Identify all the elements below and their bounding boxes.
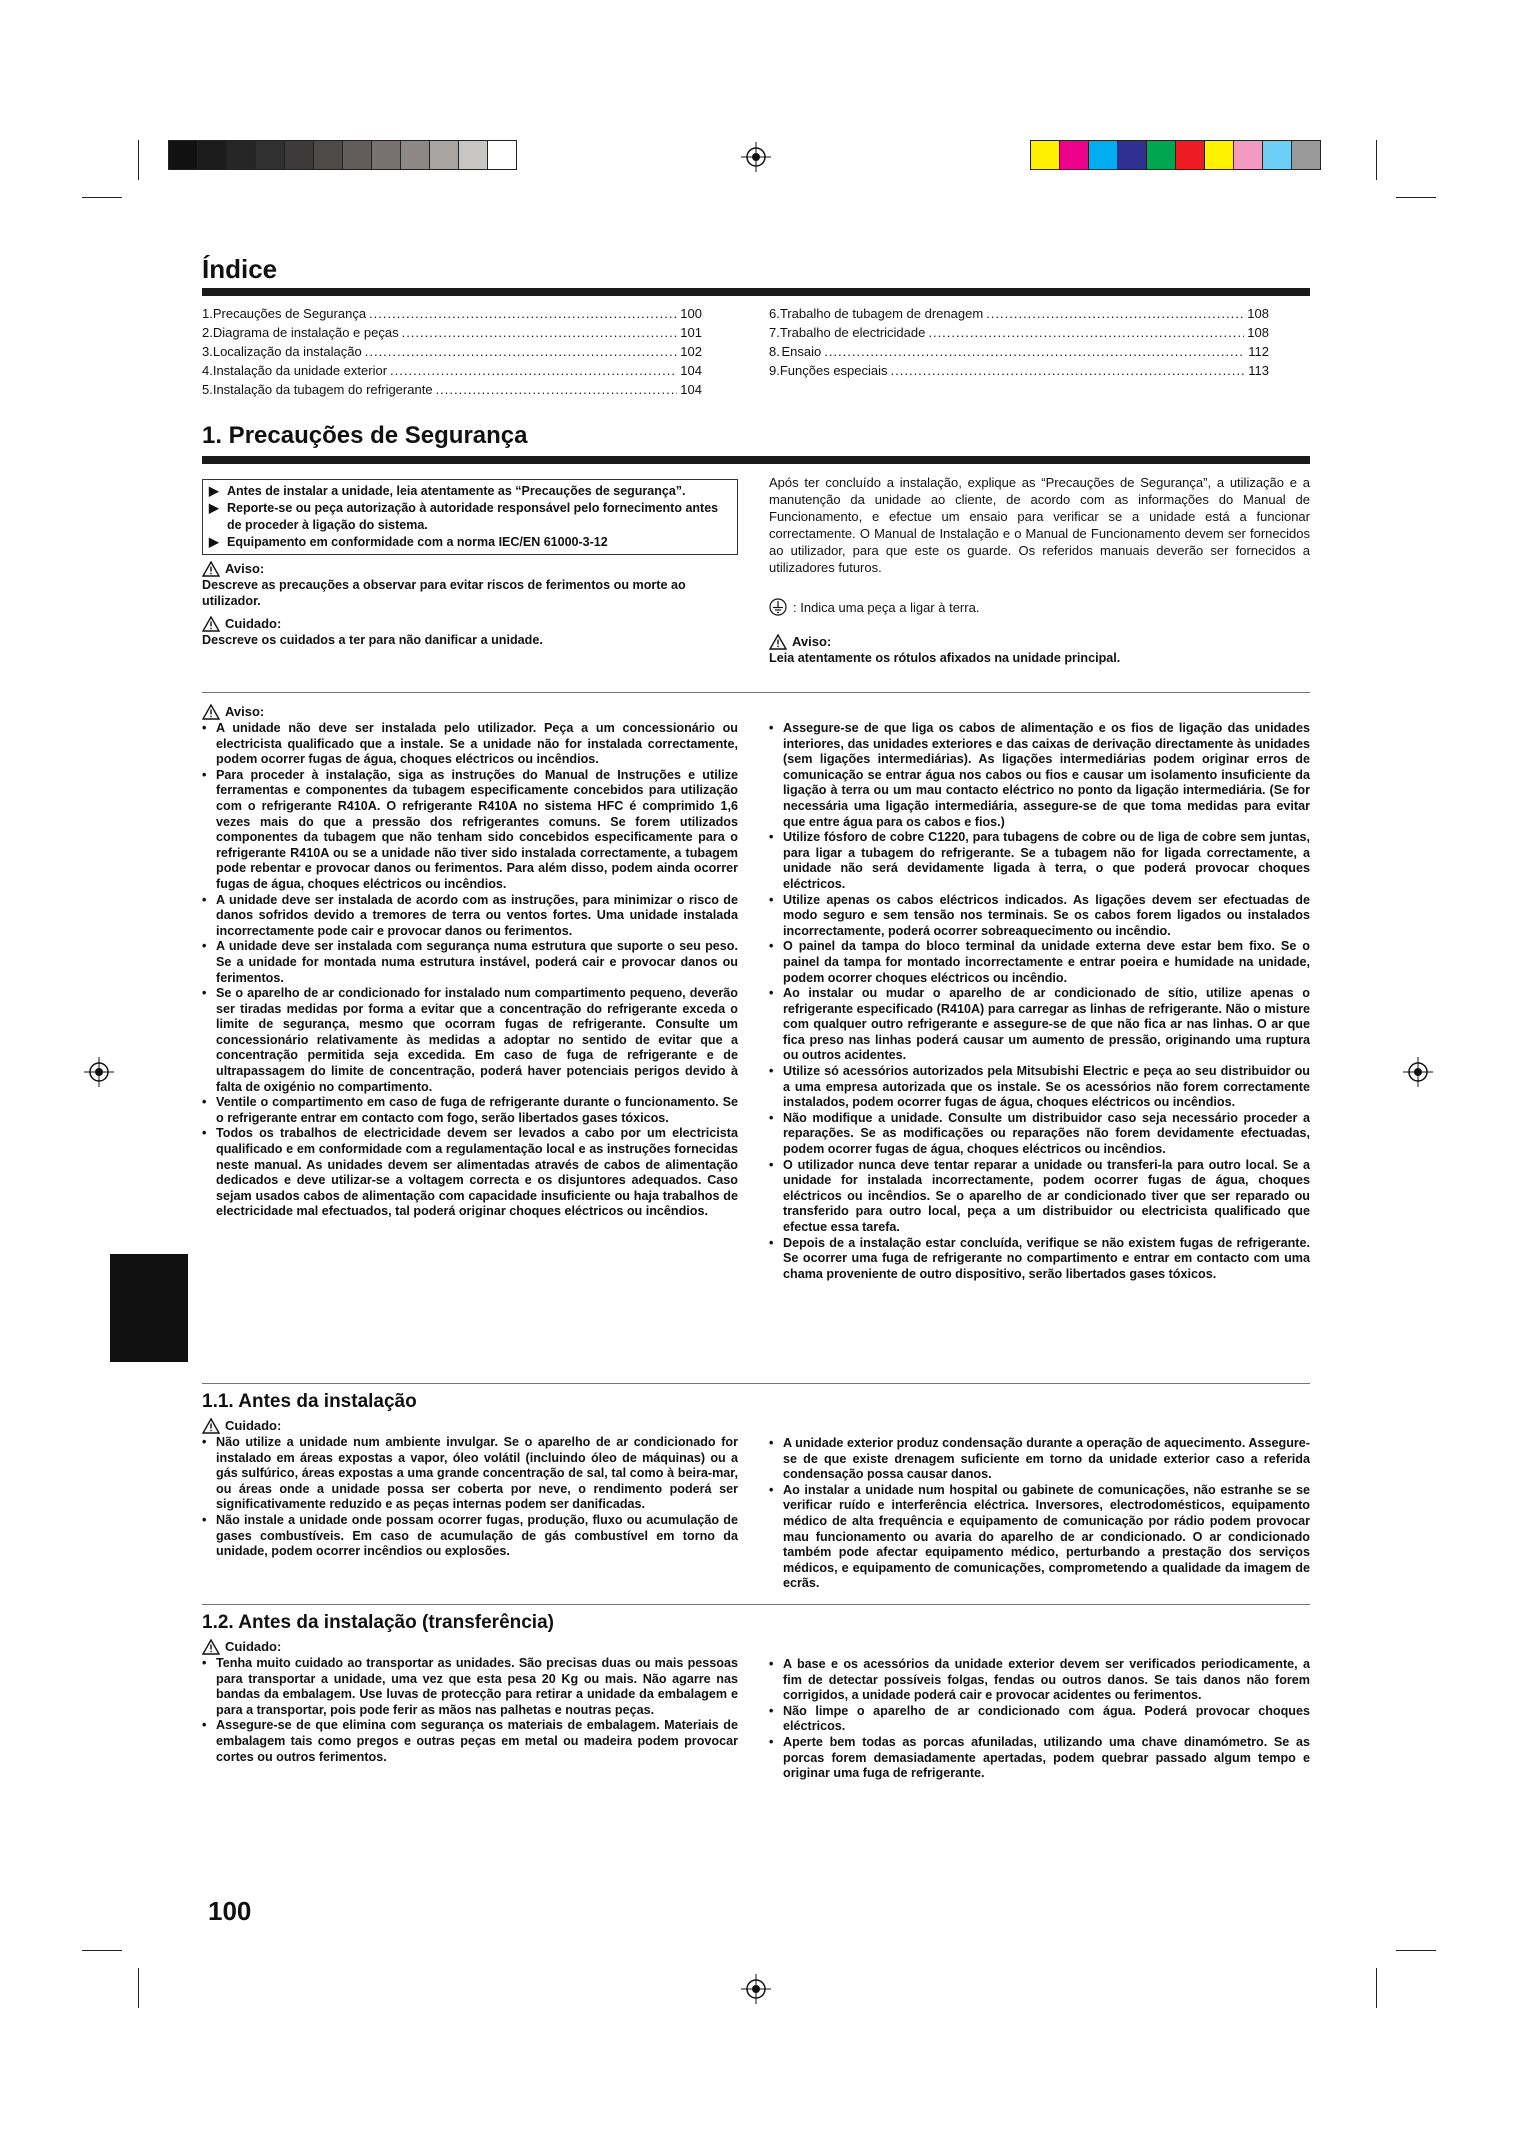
subsection-heading: 1.2. Antes da instalação (transferência) bbox=[202, 1612, 554, 1633]
toc-number: 5. bbox=[202, 382, 213, 397]
bullet-icon: • bbox=[769, 1235, 774, 1250]
toc-label: Precauções de Segurança bbox=[212, 306, 367, 321]
list-item-text: Ventile o compartimento em caso de fuga de refrigerante durante o funcionamento. Se o refrigerante entrar em contacto com fogo, serão libertados gases tóxicos. bbox=[216, 1095, 738, 1125]
bullet-icon: • bbox=[769, 1734, 774, 1749]
aviso-description: Descreve as precauções a observar para evitar riscos de ferimentos ou morte ao utilizador. bbox=[202, 578, 686, 608]
list-item-text: A unidade deve ser instalada com segurança numa estrutura que suporte o seu peso. Se a unidade for montada numa estrutura instável, poderá cair e provocar danos ou ferimentos. bbox=[216, 939, 738, 985]
page-number: 100 bbox=[208, 1896, 252, 1926]
crop-mark bbox=[82, 197, 122, 198]
color-swatch bbox=[313, 141, 342, 169]
toc-label: Instalação da unidade exterior bbox=[212, 363, 388, 378]
list-item-text: Utilize só acessórios autorizados pela Mitsubishi Electric e peça ao seu distribuidor ou a uma empresa autorizada que os instale. Se os acessórios não forem correctamente instalados, podem ocorrer fugas de água, choques eléctricos ou incêndios. bbox=[783, 1064, 1310, 1110]
list-item bbox=[769, 1657, 1310, 1704]
bullet-icon: • bbox=[202, 939, 207, 954]
list-item bbox=[769, 1735, 1310, 1782]
side-tab bbox=[110, 1254, 188, 1362]
toc-page: 100 bbox=[680, 306, 702, 321]
color-swatch bbox=[1117, 141, 1146, 169]
list-item bbox=[769, 1483, 1310, 1592]
registration-mark-icon bbox=[741, 142, 771, 172]
cuidado-label: Cuidado: bbox=[225, 1418, 282, 1434]
section-rule bbox=[202, 456, 1310, 464]
toc-number: 8. bbox=[769, 344, 780, 359]
list-item bbox=[202, 939, 738, 986]
divider bbox=[202, 692, 1310, 693]
note-item bbox=[209, 483, 731, 500]
warning-icon bbox=[202, 561, 220, 577]
crop-mark bbox=[1376, 140, 1377, 180]
warning-icon bbox=[769, 634, 787, 650]
toc-leader bbox=[369, 304, 677, 323]
bullet-icon: • bbox=[769, 1436, 774, 1450]
note-text: Reporte-se ou peça autorização à autoridade responsável pelo fornecimento antes de proceder à ligação do sistema. bbox=[227, 501, 719, 532]
color-swatch bbox=[1233, 141, 1262, 169]
toc-number: 6. bbox=[769, 306, 780, 321]
section11-right-column bbox=[769, 1436, 1310, 1592]
toc-number: 2. bbox=[202, 325, 213, 340]
bullet-icon: • bbox=[202, 767, 207, 782]
toc-page: 108 bbox=[1247, 325, 1269, 340]
bullet-icon: • bbox=[769, 1482, 774, 1497]
list-item bbox=[202, 721, 738, 768]
bullet-icon: • bbox=[202, 1512, 207, 1527]
list-item-text: Não utilize a unidade num ambiente invulgar. Se o aparelho de ar condicionado for instalado em áreas expostas a vapor, óleo volátil (incluindo óleo de máquinas) ou a gás sulfúrico, áreas expostas a uma grande concentração de sal, tal como à beira-mar, ou áreas onde a unidade possa ser coberta por neve, o rendimento poderá ser significativamente reduzido e as peças internas podem ser danificadas. bbox=[216, 1435, 738, 1512]
color-swatch bbox=[1262, 141, 1291, 169]
list-item-text: Depois de a instalação estar concluída, verifique se não existem fugas de refrigerante. Se ocorrer uma fuga de refrigerante no compartimento e entrar em contacto com uma chama proveniente de outro dispositivo, serão libertados gases tóxicos. bbox=[783, 1235, 1310, 1281]
bullet-icon: • bbox=[769, 1157, 774, 1172]
color-swatch bbox=[342, 141, 371, 169]
toc-entry[interactable] bbox=[202, 342, 702, 361]
color-calibration-bar bbox=[1030, 140, 1321, 170]
color-swatch bbox=[197, 141, 226, 169]
color-swatch bbox=[400, 141, 429, 169]
toc-leader bbox=[891, 361, 1246, 380]
crop-mark bbox=[1396, 1950, 1436, 1951]
toc-page: 102 bbox=[680, 344, 702, 359]
toc-label: Trabalho de electricidade bbox=[779, 325, 926, 340]
toc-page: 112 bbox=[1248, 344, 1269, 359]
aviso2-description: Leia atentamente os rótulos afixados na unidade principal. bbox=[769, 651, 1121, 665]
toc-entry[interactable] bbox=[202, 380, 702, 399]
list-item bbox=[769, 1158, 1310, 1236]
toc-leader bbox=[402, 323, 678, 342]
crop-mark bbox=[138, 140, 139, 180]
list-item-text: O utilizador nunca deve tentar reparar a unidade ou transferi-la para outro local. Se a unidade for instalada incorrectamente, podem ocorrer fugas de água, choques eléctricos ou incêndios. Se o aparelho de ar condicionado tiver que ser reparado ou transferido para outro local, peça a um distribuidor ou electricista qualificado que efectue essa tarefa. bbox=[783, 1157, 1310, 1234]
list-item bbox=[202, 1095, 738, 1126]
note-text: Antes de instalar a unidade, leia atentamente as “Precauções de segurança”. bbox=[227, 484, 686, 498]
color-swatch bbox=[1088, 141, 1117, 169]
list-item bbox=[202, 1126, 738, 1220]
list-item bbox=[769, 1064, 1310, 1111]
color-swatch bbox=[1059, 141, 1088, 169]
warnings-left-column bbox=[202, 704, 738, 1220]
color-swatch bbox=[1291, 141, 1320, 169]
ground-note: : Indica uma peça a ligar à terra. bbox=[793, 599, 980, 615]
list-item-text: Não instale a unidade onde possam ocorrer fugas, produção, fluxo ou acumulação de gases combustíveis. Em caso de acumulação de gás combustível em torno da unidade, podem ocorrer incêndios ou explosões. bbox=[216, 1512, 738, 1559]
legend-left bbox=[202, 561, 738, 649]
toc-leader bbox=[986, 304, 1244, 323]
list-item bbox=[769, 939, 1310, 986]
color-swatch bbox=[458, 141, 487, 169]
registration-mark-icon bbox=[741, 1974, 771, 2004]
warning-icon bbox=[202, 704, 220, 720]
toc-entry[interactable] bbox=[769, 361, 1269, 380]
bullet-icon: • bbox=[769, 939, 774, 954]
list-item-text: Não modifique a unidade. Consulte um distribuidor caso seja necessário proceder a reparações. Se as modificações ou reparações não forem devidamente efectuadas, podem ocorrer fugas de água, choques eléctricos ou incêndios. bbox=[783, 1110, 1310, 1157]
toc-label: Instalação da tubagem do refrigerante bbox=[212, 382, 433, 397]
bullet-icon: • bbox=[769, 1703, 774, 1718]
toc-entry[interactable] bbox=[769, 342, 1269, 361]
registration-mark-icon bbox=[1403, 1057, 1433, 1087]
toc-entry[interactable] bbox=[202, 323, 702, 342]
bullet-icon: • bbox=[202, 892, 207, 907]
toc-label: Localização da instalação bbox=[212, 344, 362, 359]
section11-left-column bbox=[202, 1418, 738, 1560]
warnings-label: Aviso: bbox=[225, 704, 265, 720]
list-item bbox=[769, 721, 1310, 830]
title-rule bbox=[202, 288, 1310, 296]
warning-icon bbox=[202, 1639, 220, 1655]
toc-entry[interactable] bbox=[202, 361, 702, 380]
color-swatch bbox=[169, 141, 197, 169]
list-item bbox=[769, 893, 1310, 940]
section12-left-column bbox=[202, 1639, 738, 1765]
crop-mark bbox=[1396, 197, 1436, 198]
toc-page: 104 bbox=[680, 382, 702, 397]
ground-icon bbox=[769, 598, 787, 616]
toc-label: Funções especiais bbox=[779, 363, 888, 378]
color-swatch bbox=[284, 141, 313, 169]
bullet-icon: • bbox=[769, 986, 774, 1001]
list-item bbox=[202, 1513, 738, 1560]
list-item-text: A unidade exterior produz condensação durante a operação de aquecimento. Assegure-se de que existe drenagem suficiente em torno da unidade exterior caso a referida condensação possa causar danos. bbox=[783, 1436, 1310, 1482]
cuidado-description: Descreve os cuidados a ter para não danificar a unidade. bbox=[202, 633, 543, 648]
toc-number: 1. bbox=[202, 306, 213, 321]
list-item bbox=[202, 893, 738, 940]
list-item bbox=[769, 1236, 1310, 1283]
bullet-icon: • bbox=[202, 721, 207, 735]
bullet-icon: • bbox=[769, 830, 774, 845]
cuidado-label: Cuidado: bbox=[225, 616, 282, 632]
toc-right-column bbox=[769, 304, 1269, 380]
note-text: Equipamento em conformidade com a norma IEC/EN 61000-3-12 bbox=[227, 535, 608, 549]
bullet-icon: • bbox=[769, 1657, 774, 1671]
toc-page: 104 bbox=[680, 363, 702, 378]
list-item bbox=[202, 1718, 738, 1765]
list-item-text: A unidade não deve ser instalada pelo utilizador. Peça a um concessionário ou electricista qualificado que a instale. Se a unidade não for instalada correctamente, podem ocorrer fugas de água, choques eléctricos ou incêndios. bbox=[216, 721, 738, 767]
section12-right-column bbox=[769, 1657, 1310, 1782]
list-item bbox=[202, 768, 738, 893]
gray-calibration-bar bbox=[168, 140, 517, 170]
color-swatch bbox=[1031, 141, 1059, 169]
list-item-text: Utilize apenas os cabos eléctricos indicados. As ligações devem ser efectuadas de modo seguro e sem tensão nos terminais. Se os cabos forem ligados ou instalados incorrectamente, poderá ocorrer sobreaquecimento ou incêndio. bbox=[783, 892, 1310, 938]
toc-page: 113 bbox=[1248, 363, 1269, 378]
toc-entry[interactable] bbox=[202, 304, 702, 323]
toc-number: 3. bbox=[202, 344, 213, 359]
crop-mark bbox=[82, 1950, 122, 1951]
toc-number: 9. bbox=[769, 363, 780, 378]
toc-leader bbox=[824, 342, 1245, 361]
list-item bbox=[769, 1111, 1310, 1158]
color-swatch bbox=[371, 141, 400, 169]
list-item-text: Não limpe o aparelho de ar condicionado com água. Poderá provocar choques eléctricos. bbox=[783, 1703, 1310, 1734]
list-item bbox=[202, 1656, 738, 1718]
registration-mark-icon bbox=[84, 1057, 114, 1087]
bullet-icon: • bbox=[769, 1110, 774, 1125]
toc-leader bbox=[390, 361, 677, 380]
arrow-right-icon: ▶ bbox=[209, 484, 219, 498]
crop-mark bbox=[1376, 1968, 1377, 2008]
intro-paragraph: Após ter concluído a instalação, explique as “Precauções de Segurança”, a utilização e a manutenção da unidade ao cliente, de acordo com as informações do Manual de Funcionamento, e efectue um ensaio para verificar se a unidade está a funcionar correctamente. O Manual de Instalação e o Manual de Funcionamento devem ser fornecidos ao utilizador, para que este os guarde. Os referidos manuais deverão ser fornecidos a utilizadores futuros. bbox=[769, 475, 1310, 575]
bullet-icon: • bbox=[202, 1126, 207, 1141]
warning-icon bbox=[202, 1418, 220, 1434]
arrow-right-icon: ▶ bbox=[209, 501, 219, 515]
color-swatch bbox=[487, 141, 516, 169]
list-item-text: Assegure-se de que liga os cabos de alimentação e os fios de ligação das unidades interiores, das unidades exteriores e das caixas de derivação directamente às unidades (sem ligações intermediárias). As ligações intermediárias podem originar erros de comunicação se entrar água nos cabos ou fios e causar um isolamento insuficiente da ligação à terra ou um mau contacto eléctrico no ponto da ligação intermediária. (Se for necessária uma ligação intermediária, assegure-se de que toma medidas para evitar que entre água para os cabos e fios.) bbox=[783, 721, 1310, 829]
cuidado-label: Cuidado: bbox=[225, 1639, 282, 1655]
list-item bbox=[202, 986, 738, 1095]
toc-left-column bbox=[202, 304, 702, 399]
color-swatch bbox=[1204, 141, 1233, 169]
list-item-text: Ao instalar ou mudar o aparelho de ar condicionado de sítio, utilize apenas o refrigerante especificado (R410A) para carregar as linhas de refrigerante. Não o misture com qualquer outro refrigerante e assegure-se de que não fica ar nas linhas. O ar que fica preso nas linhas poderá causar um aumento de pressão, originando uma ruptura ou outros acidentes. bbox=[783, 986, 1310, 1063]
bullet-icon: • bbox=[202, 1718, 207, 1733]
list-item-text: Se o aparelho de ar condicionado for instalado num compartimento pequeno, deverão ser tiradas medidas por forma a evitar que a concentração do refrigerante exceda o limite de segurança, mesmo que ocorram fugas de refrigerante. Consulte um concessionário relativamente às medidas a adoptar no sentido de evitar que a concentração permitida seja excedida. Em caso de fuga de refrigerante e de ultrapassagem do limite de concentração, poderá haver potenciais perigos devido à falta de oxigénio no compartimento. bbox=[216, 986, 738, 1094]
color-swatch bbox=[255, 141, 284, 169]
divider bbox=[202, 1604, 1310, 1605]
toc-label: Diagrama de instalação e peças bbox=[212, 325, 399, 340]
warnings-right-column bbox=[769, 721, 1310, 1282]
list-item-text: Tenha muito cuidado ao transportar as unidades. São precisas duas ou mais pessoas para transportar a unidade, uma vez que esta pesa 20 Kg ou mais. Não agarre nas bandas da embalagem. Use luvas de protecção para retirar a unidade da embalagem e para a transportar, pois pode ferir as mãos nas palhetas e noutras peças. bbox=[216, 1656, 738, 1717]
list-item-text: Assegure-se de que elimina com segurança os materiais de embalagem. Materiais de embalagem tais como pregos e outras peças em metal ou madeira podem provocar cortes ou outros ferimentos. bbox=[216, 1718, 738, 1764]
bullet-icon: • bbox=[202, 1095, 207, 1110]
toc-entry[interactable] bbox=[769, 304, 1269, 323]
toc-leader bbox=[436, 380, 678, 399]
list-item bbox=[769, 1704, 1310, 1735]
subsection-heading: 1.1. Antes da instalação bbox=[202, 1391, 417, 1412]
list-item bbox=[769, 986, 1310, 1064]
color-swatch bbox=[1146, 141, 1175, 169]
aviso2-label: Aviso: bbox=[792, 634, 832, 650]
notes-box bbox=[202, 479, 738, 555]
list-item-text: O painel da tampa do bloco terminal da unidade externa deve estar bem fixo. Se o painel da tampa for montado incorrectamente e entrar poeira e humidade na unidade, podem ocorrer choques eléctricos ou incêndio. bbox=[783, 939, 1310, 985]
section-heading: 1. Precauções de Segurança bbox=[202, 422, 528, 449]
bullet-icon: • bbox=[769, 1064, 774, 1079]
note-item bbox=[209, 534, 731, 551]
toc-label: Trabalho de tubagem de drenagem bbox=[779, 306, 984, 321]
list-item-text: A base e os acessórios da unidade exterior devem ser verificados periodicamente, a fim de detectar possíveis folgas, fendas ou outros danos. Se tais danos não forem corrigidos, a unidade poderá cair e provocar acidentes ou ferimentos. bbox=[783, 1657, 1310, 1703]
bullet-icon: • bbox=[769, 892, 774, 907]
aviso-label: Aviso: bbox=[225, 561, 265, 577]
bullet-icon: • bbox=[202, 1435, 207, 1449]
crop-mark bbox=[138, 1968, 139, 2008]
bullet-icon: • bbox=[202, 986, 207, 1001]
list-item bbox=[769, 830, 1310, 892]
color-swatch bbox=[429, 141, 458, 169]
warning-icon bbox=[202, 616, 220, 632]
bullet-icon: • bbox=[769, 721, 774, 735]
toc-page: 108 bbox=[1247, 306, 1269, 321]
list-item-text: Todos os trabalhos de electricidade devem ser levados a cabo por um electricista qualificado e em conformidade com a regulamentação local e as instruções fornecidas neste manual. As unidades devem ser alimentadas através de cabos de alimentação dedicados e deve utilizar-se a voltagem correcta e os disjuntores adequados. Caso sejam usados cabos de alimentação com capacidade insuficiente ou haja trabalhos de electricidade mal efectuados, tal poderá originar choques eléctricos ou incêndios. bbox=[216, 1126, 738, 1219]
toc-number: 4. bbox=[202, 363, 213, 378]
divider bbox=[202, 1383, 1310, 1384]
color-swatch bbox=[1175, 141, 1204, 169]
toc-leader bbox=[365, 342, 678, 361]
toc-page: 101 bbox=[680, 325, 702, 340]
arrow-right-icon: ▶ bbox=[209, 535, 219, 549]
toc-label: Ensaio bbox=[781, 344, 822, 359]
list-item-text: Utilize fósforo de cobre C1220, para tubagens de cobre ou de liga de cobre sem juntas, para ligar a tubagem do refrigerante. Se a tubagem não for ligada correctamente, a unidade não será devidamente ligada à terra, o que poderá provocar choques eléctricos. bbox=[783, 830, 1310, 891]
list-item-text: Para proceder à instalação, siga as instruções do Manual de Instruções e utilize ferramentas e componentes da tubagem especificamente concebidos para utilização com o refrigerante R410A. O refrigerante R410A no sistema HFC é comprimido 1,6 vezes mais do que a pressão dos refrigerantes comuns. Se forem utilizados componentes da tubagem que não tenham sido concebidos especificamente para o refrigerante R410A ou se a unidade não tiver sido instalada correctamente, a tubagem pode rebentar e provocar danos ou ferimentos. Para além disso, podem ainda ocorrer fugas de água, choques eléctricos ou incêndios. bbox=[216, 767, 738, 891]
toc-leader bbox=[928, 323, 1244, 342]
toc-number: 7. bbox=[769, 325, 780, 340]
list-item bbox=[202, 1435, 738, 1513]
note-item bbox=[209, 500, 731, 534]
list-item bbox=[769, 1436, 1310, 1483]
list-item-text: Aperte bem todas as porcas afuniladas, utilizando uma chave dinamómetro. Se as porcas forem demasiadamente apertadas, podem quebrar passado algum tempo e originar uma fuga de refrigerante. bbox=[783, 1734, 1310, 1781]
bullet-icon: • bbox=[202, 1656, 207, 1670]
list-item-text: A unidade deve ser instalada de acordo com as instruções, para minimizar o risco de danos sofridos devido a tremores de terra ou ventos fortes. Uma unidade instalada incorrectamente pode cair e provocar danos ou ferimentos. bbox=[216, 892, 738, 938]
color-swatch bbox=[226, 141, 255, 169]
toc-entry[interactable] bbox=[769, 323, 1269, 342]
intro-right bbox=[769, 474, 1310, 667]
page-title: Índice bbox=[202, 254, 278, 284]
list-item-text: Ao instalar a unidade num hospital ou gabinete de comunicações, não estranhe se se verificar ruído e interferência eléctrica. Inversores, electrodomésticos, equipamento médico de alta frequência e equipamento de comunicação por rádio podem provocar mau funcionamento ou avaria do aparelho de ar condicionado. O ar condicionado também pode afectar equipamento médico, perturbando a prestação dos serviços médicos, e equipamento de comunicações, comprometendo a qualidade da imagem de ecrãs. bbox=[783, 1482, 1310, 1591]
